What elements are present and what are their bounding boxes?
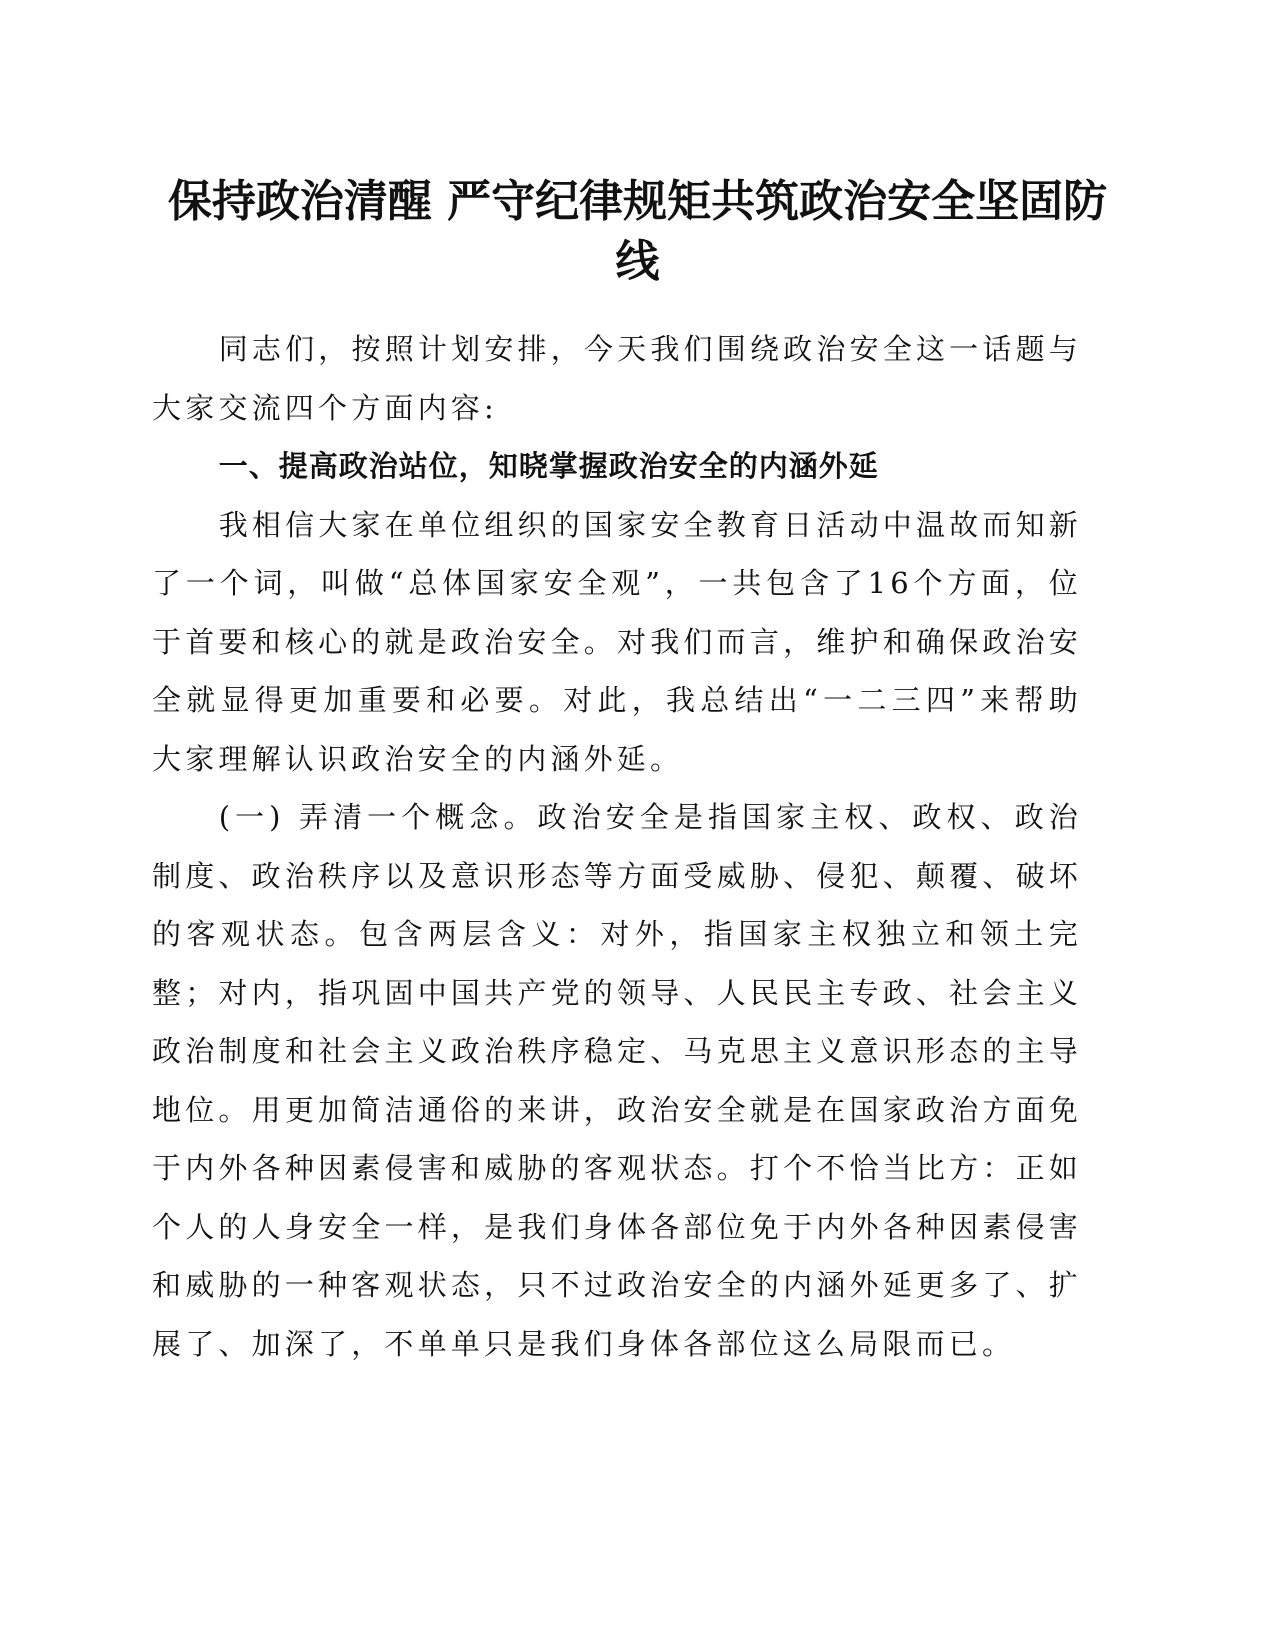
intro-paragraph: 同志们，按照计划安排，今天我们围绕政治安全这一话题与大家交流四个方面内容: [152,332,1082,425]
section-heading-1: 一、提高政治站位，知晓掌握政治安全的内涵外延 [218,449,879,483]
document-body [152,320,1082,1373]
document-title: 保持政治清醒 严守纪律规矩共筑政治安全坚固防线 [167,176,1108,287]
body-paragraph-2: (一) 弄清一个概念。政治安全是指国家主权、政权、政治制度、政治秩序以及意识形态等方面受威胁、侵犯、颠覆、破坏的客观状态。包含两层含义：对外，指国家主权独立和领土完整；对内，指巩固中国共产党的领导、人民民主专政、社会主义政治制度和社会主义政治秩序稳定、马克思主义意识形态的主导地位。用更加简洁通俗的来讲，政治安全就是在国家政治方面免于内外各种因素侵害和威胁的客观状态。打个不恰当比方：正如个人的人身安全一样，是我们身体各部位免于内外各种因素侵害和威胁的一种客观状态，只不过政治安全的内涵外延更多了、扩展了、加深了，不单单只是我们身体各部位这么局限而已。 [152,800,1082,1361]
body-paragraph-1: 我相信大家在单位组织的国家安全教育日活动中温故而知新了一个词，叫做“总体国家安全观”，一共包含了16个方面，位于首要和核心的就是政治安全。对我们而言，维护和确保政治安全就显得更加重要和必要。对此，我总结出“一二三四”来帮助大家理解认识政治安全的内涵外延。 [152,507,1082,776]
